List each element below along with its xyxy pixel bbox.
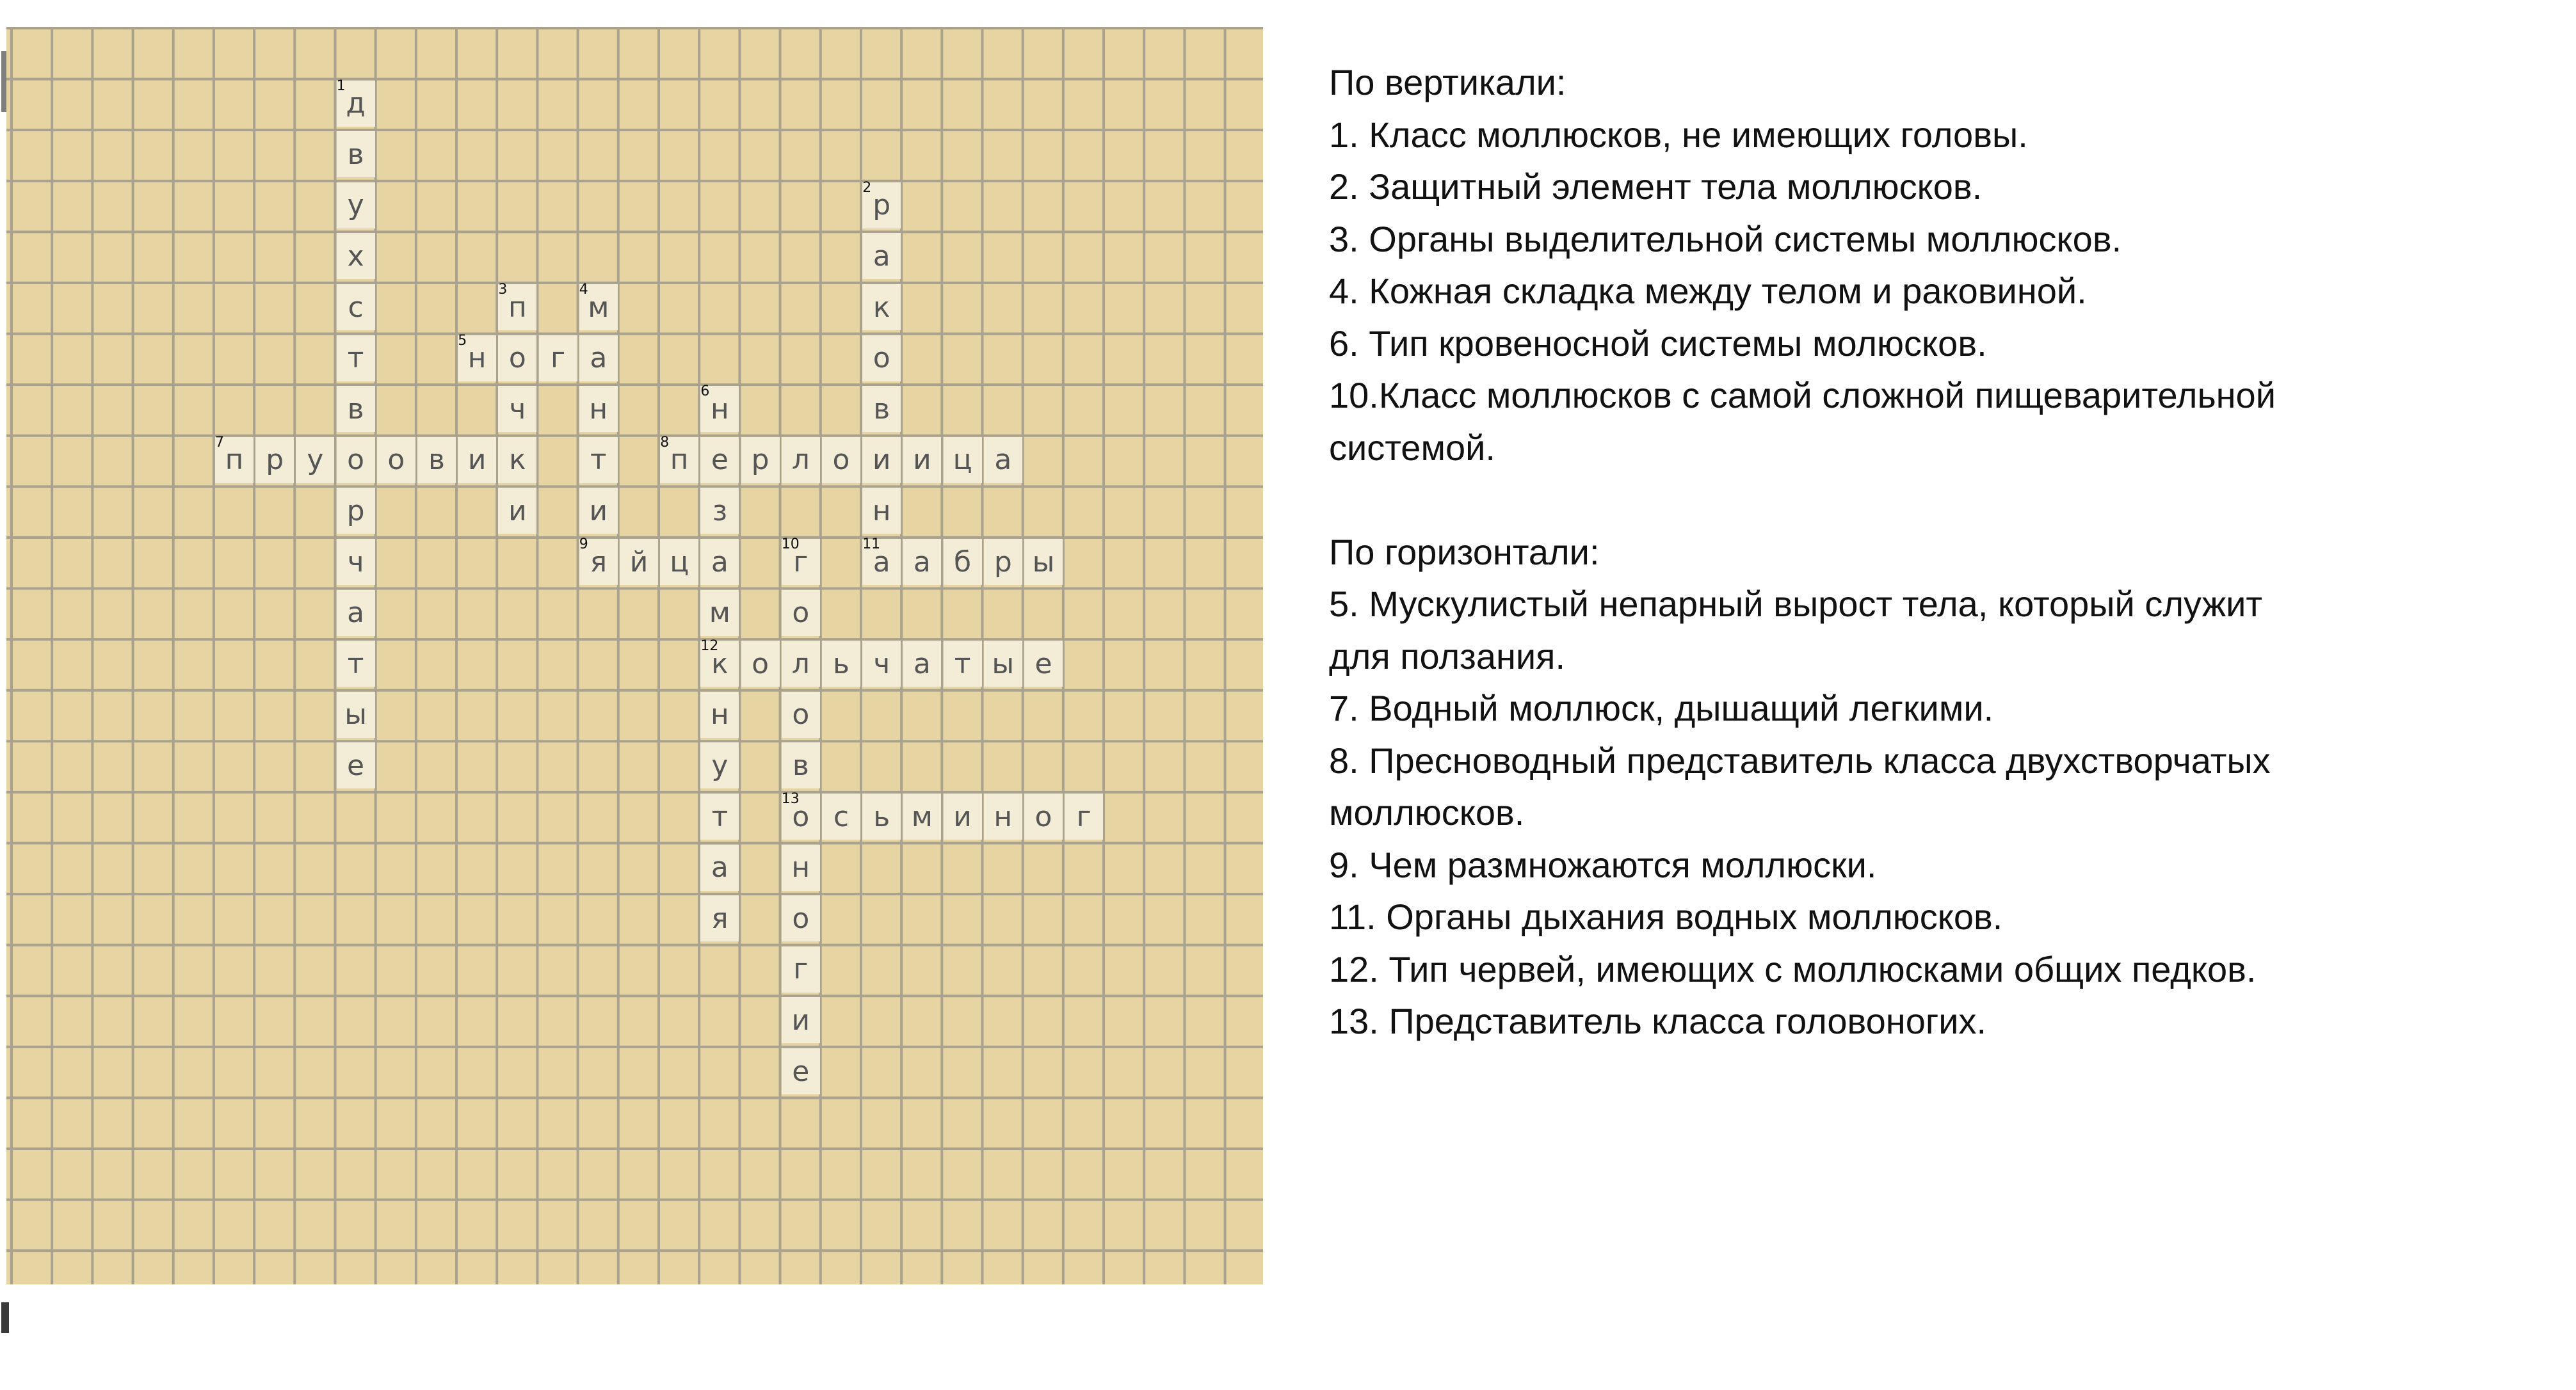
- crossword-cell[interactable]: е: [700, 437, 739, 483]
- crossword-cell[interactable]: р: [255, 437, 294, 483]
- crossword-cell[interactable]: о: [1024, 794, 1063, 840]
- clue-number: 6: [700, 383, 710, 400]
- crossword-cell[interactable]: о: [377, 437, 415, 483]
- crossword-cell[interactable]: н: [700, 386, 739, 432]
- clue-line: 1. Класс моллюсков, не имеющих головы.: [1329, 114, 2028, 155]
- crossword-cell[interactable]: а: [337, 590, 375, 636]
- crossword-cell[interactable]: о: [741, 641, 780, 687]
- crossword-cell[interactable]: г: [1065, 794, 1103, 840]
- clue-line: 7. Водный моллюск, дышащий легкими.: [1329, 688, 1994, 728]
- crossword-cell[interactable]: ц: [660, 539, 698, 585]
- crossword-cell[interactable]: м: [700, 590, 739, 636]
- clue-line: 2. Защитный элемент тела моллюсков.: [1329, 166, 1983, 207]
- clue-number: 9: [579, 536, 588, 552]
- clue-line: системой.: [1329, 427, 1495, 468]
- crossword-cell[interactable]: н: [862, 488, 901, 534]
- crossword-cell[interactable]: о: [782, 590, 820, 636]
- crossword-cell[interactable]: я: [579, 539, 618, 585]
- crossword-cell[interactable]: м: [903, 794, 941, 840]
- crossword-cell[interactable]: н: [700, 692, 739, 738]
- crossword-cell[interactable]: о: [782, 692, 820, 738]
- crossword-cell[interactable]: о: [822, 437, 860, 483]
- crossword-cell[interactable]: о: [782, 895, 820, 941]
- clue-line: 11. Органы дыхания водных моллюсков.: [1329, 897, 2003, 937]
- crossword-cell[interactable]: е: [337, 742, 375, 788]
- crossword-cell[interactable]: г: [782, 539, 820, 585]
- crossword-cell[interactable]: ч: [862, 641, 901, 687]
- crossword-cell[interactable]: н: [458, 335, 496, 381]
- crossword-cell[interactable]: г: [782, 947, 820, 993]
- crossword-cell[interactable]: о: [337, 437, 375, 483]
- heading-down: По вертикали:: [1329, 62, 1566, 102]
- crossword-cell[interactable]: ы: [1024, 539, 1063, 585]
- crossword-cell[interactable]: и: [782, 997, 820, 1043]
- crossword-cell[interactable]: о: [498, 335, 536, 381]
- clue-number: 10: [781, 536, 800, 552]
- crossword-cell[interactable]: а: [700, 845, 739, 891]
- clue-line: 13. Представитель класса головоногих.: [1329, 1001, 1987, 1041]
- clue-line: 6. Тип кровеносной системы молюсков.: [1329, 323, 1987, 363]
- crossword-cell[interactable]: д: [337, 81, 375, 127]
- clue-number: 4: [579, 282, 588, 298]
- clue-line: 5. Мускулистый непарный вырост тела, который служит: [1329, 584, 2263, 624]
- crossword-cell[interactable]: ь: [862, 794, 901, 840]
- crossword-cell[interactable]: п: [215, 437, 254, 483]
- crossword-cell[interactable]: у: [296, 437, 334, 483]
- crossword-cell[interactable]: а: [579, 335, 618, 381]
- crossword-cell[interactable]: т: [579, 437, 618, 483]
- crossword-cell[interactable]: и: [458, 437, 496, 483]
- crossword-cell[interactable]: й: [620, 539, 658, 585]
- crossword-cell[interactable]: а: [700, 539, 739, 585]
- clue-line: 12. Тип червей, имеющих с моллюсками общих педков.: [1329, 948, 2257, 989]
- crossword-cell[interactable]: к: [862, 284, 901, 330]
- crossword-cell[interactable]: и: [498, 488, 536, 534]
- clues-panel: [1329, 56, 2558, 1048]
- crossword-cell[interactable]: е: [1024, 641, 1063, 687]
- crossword-cell[interactable]: н: [579, 386, 618, 432]
- clue-number: 5: [458, 332, 467, 349]
- crossword-cell[interactable]: т: [944, 641, 982, 687]
- crossword-cell[interactable]: в: [417, 437, 456, 483]
- clue-line: 9. Чем размножаются моллюски.: [1329, 844, 1877, 885]
- crossword-cell[interactable]: в: [337, 131, 375, 177]
- crossword-cell[interactable]: в: [862, 386, 901, 432]
- crossword-cell[interactable]: м: [579, 284, 618, 330]
- clue-number: 11: [862, 536, 881, 552]
- crossword-cell[interactable]: л: [782, 641, 820, 687]
- clue-number: 8: [660, 434, 670, 451]
- crossword-cell[interactable]: т: [337, 335, 375, 381]
- crossword-cell[interactable]: ч: [337, 539, 375, 585]
- clue-line: 4. Кожная складка между телом и раковиной.: [1329, 271, 2087, 311]
- heading-across: По горизонтали:: [1329, 531, 1600, 572]
- clue-line: моллюсков.: [1329, 792, 1525, 833]
- clue-number: 3: [498, 282, 508, 298]
- crossword-cell[interactable]: т: [700, 794, 739, 840]
- clue-number: 7: [215, 434, 224, 451]
- crossword-cell[interactable]: и: [944, 794, 982, 840]
- clue-number: 12: [700, 638, 719, 655]
- crossword-cell[interactable]: н: [782, 845, 820, 891]
- crossword-cell[interactable]: а: [984, 437, 1022, 483]
- clue-line: 8. Пресноводный представитель класса двухстворчатых: [1329, 740, 2271, 781]
- window-edge-mark-bottom: [1, 1302, 9, 1333]
- crossword-cell[interactable]: р: [984, 539, 1022, 585]
- crossword-grid: [6, 27, 1263, 1284]
- crossword-cell[interactable]: у: [700, 742, 739, 788]
- crossword-cell[interactable]: л: [782, 437, 820, 483]
- crossword-cell[interactable]: ы: [984, 641, 1022, 687]
- crossword-cell[interactable]: з: [700, 488, 739, 534]
- crossword-cell[interactable]: к: [498, 437, 536, 483]
- clue-number: 1: [336, 77, 346, 94]
- crossword-cell[interactable]: и: [862, 437, 901, 483]
- crossword-cell[interactable]: б: [944, 539, 982, 585]
- clue-number: 2: [862, 179, 872, 196]
- crossword-cell[interactable]: у: [337, 182, 375, 228]
- crossword-cell[interactable]: с: [337, 284, 375, 330]
- crossword-cell[interactable]: а: [903, 539, 941, 585]
- crossword-cell[interactable]: а: [903, 641, 941, 687]
- crossword-cell[interactable]: т: [337, 641, 375, 687]
- crossword-cell[interactable]: и: [903, 437, 941, 483]
- clue-line: 3. Органы выделительной системы моллюсков.: [1329, 218, 2122, 259]
- crossword-cell[interactable]: г: [539, 335, 577, 381]
- crossword-cell[interactable]: а: [862, 539, 901, 585]
- clue-number: 13: [781, 791, 800, 807]
- crossword-cell[interactable]: я: [700, 895, 739, 941]
- crossword-cell[interactable]: п: [498, 284, 536, 330]
- clue-spacer: [1329, 474, 2558, 526]
- crossword-cell[interactable]: р: [337, 488, 375, 534]
- crossword-cell[interactable]: р: [741, 437, 780, 483]
- crossword-cell[interactable]: в: [337, 386, 375, 432]
- crossword-cell[interactable]: ц: [944, 437, 982, 483]
- crossword-cell[interactable]: и: [579, 488, 618, 534]
- crossword-cell[interactable]: к: [700, 641, 739, 687]
- crossword-cell[interactable]: ы: [337, 692, 375, 738]
- crossword-cell[interactable]: п: [660, 437, 698, 483]
- crossword-cell[interactable]: а: [862, 233, 901, 279]
- crossword-cell[interactable]: о: [862, 335, 901, 381]
- crossword-cell[interactable]: с: [822, 794, 860, 840]
- crossword-cell[interactable]: р: [862, 182, 901, 228]
- clue-line: 10.Класс моллюсков с самой сложной пищеварительной: [1329, 375, 2276, 415]
- crossword-cell[interactable]: ь: [822, 641, 860, 687]
- crossword-cell[interactable]: х: [337, 233, 375, 279]
- crossword-cell[interactable]: н: [984, 794, 1022, 840]
- clue-line: для ползания.: [1329, 635, 1566, 676]
- crossword-cell[interactable]: е: [782, 1048, 820, 1094]
- crossword-cell[interactable]: в: [782, 742, 820, 788]
- crossword-cell[interactable]: о: [782, 794, 820, 840]
- crossword-cell[interactable]: ч: [498, 386, 536, 432]
